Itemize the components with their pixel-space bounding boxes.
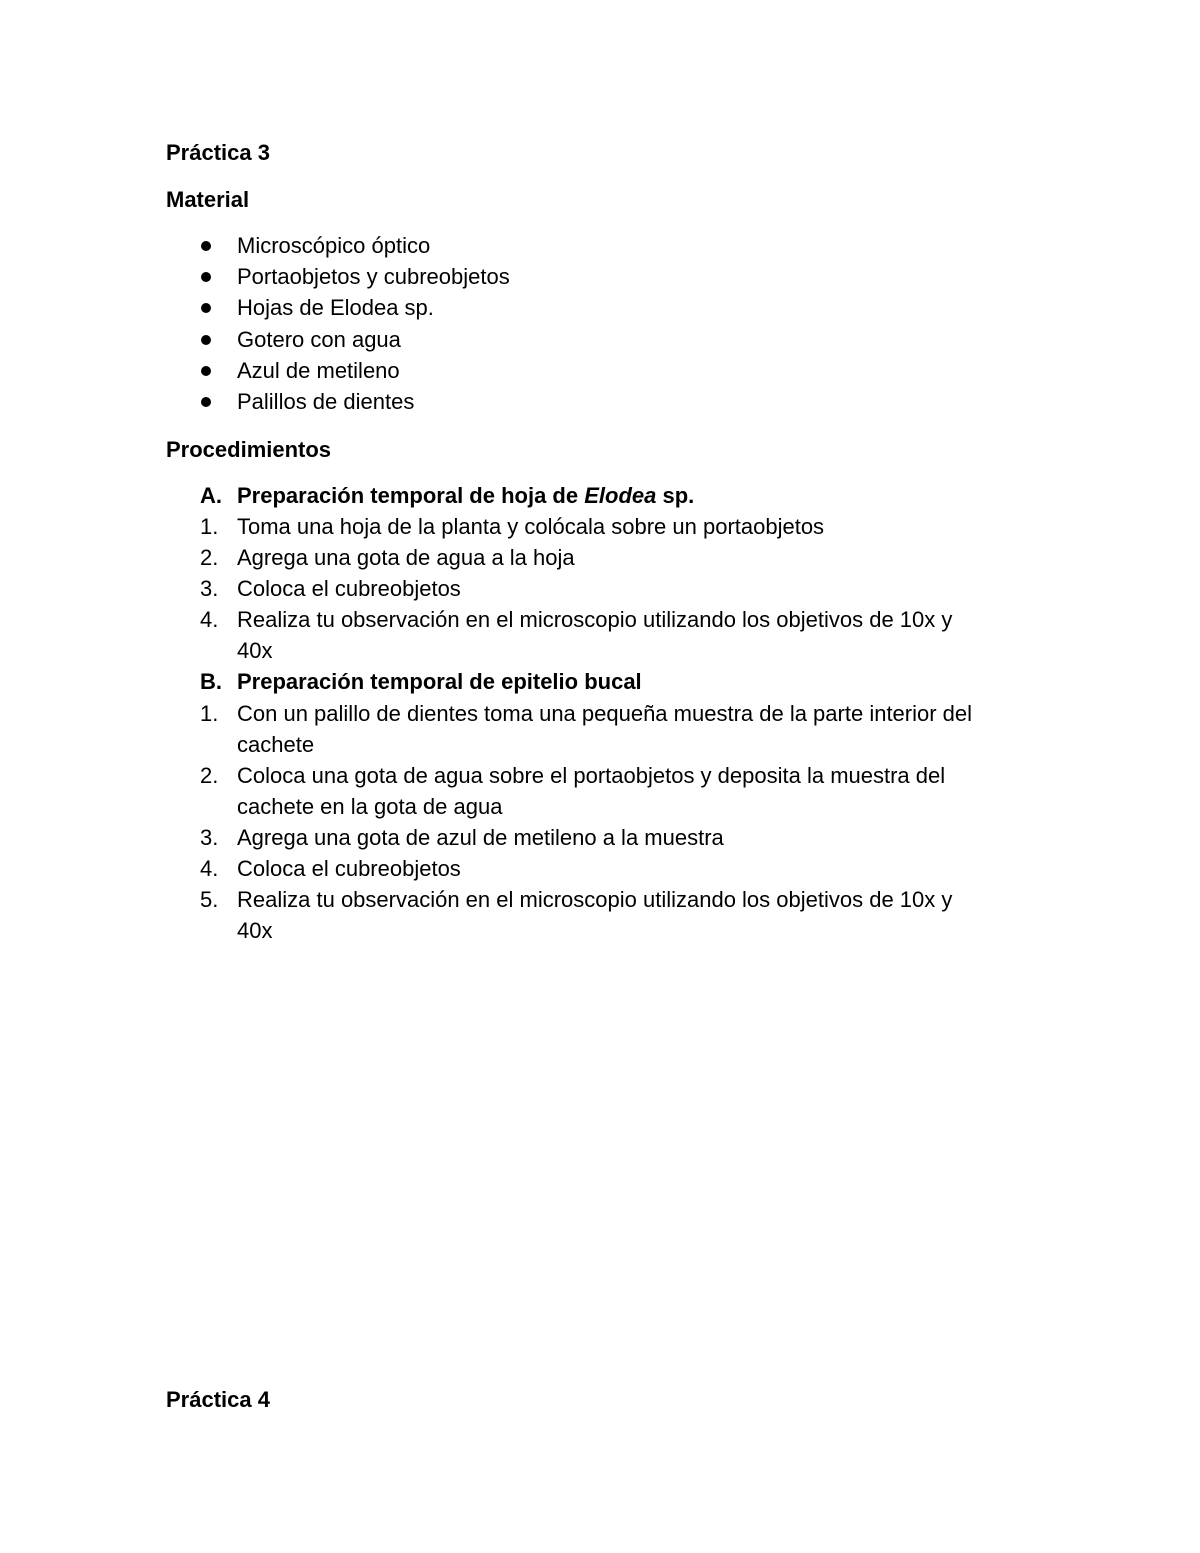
list-item: 4. Realiza tu observación en el microscopio utilizando los objetivos de 10x y xyxy=(200,607,953,632)
list-item: 3. Agrega una gota de azul de metileno a la muestra xyxy=(200,825,724,850)
list-item: 1. Toma una hoja de la planta y colócala sobre un portaobjetos xyxy=(200,514,825,539)
list-item-continuation: 40x xyxy=(237,638,273,663)
list-item: 2. Coloca una gota de agua sobre el portaobjetos y deposita la muestra del xyxy=(200,763,946,788)
list-item: Gotero con agua xyxy=(166,324,1046,355)
list-item: Palillos de dientes xyxy=(166,386,1046,417)
practica-4-title: Práctica 4 xyxy=(166,1387,270,1412)
bullet-icon xyxy=(201,241,211,251)
list-item: 4. Coloca el cubreobjetos xyxy=(200,856,461,881)
bullet-icon xyxy=(201,397,211,407)
bullet-icon xyxy=(201,335,211,345)
list-item: 1. Con un palillo de dientes toma una pequeña muestra de la parte interior del xyxy=(200,701,973,726)
list-item: 2. Agrega una gota de agua a la hoja xyxy=(200,545,575,570)
list-item-continuation: 40x xyxy=(237,918,273,943)
bullet-icon xyxy=(201,303,211,313)
section-a-title: A. Preparación temporal de hoja de Elodea sp. xyxy=(200,483,695,508)
material-heading: Material xyxy=(166,187,250,212)
bullet-icon xyxy=(201,272,211,282)
list-item: Hojas de Elodea sp. xyxy=(166,292,1046,323)
practica-3-title: Práctica 3 xyxy=(166,140,270,165)
list-item: Azul de metileno xyxy=(166,355,1046,386)
list-item: Portaobjetos y cubreobjetos xyxy=(166,261,1046,292)
section-b-title: B. Preparación temporal de epitelio bucal xyxy=(200,669,642,694)
list-item: 3. Coloca el cubreobjetos xyxy=(200,576,461,601)
bullet-icon xyxy=(201,366,211,376)
list-item-continuation: cachete xyxy=(237,732,315,757)
list-item: Microscópico óptico xyxy=(166,230,1046,261)
procedimientos-heading: Procedimientos xyxy=(166,437,332,462)
list-item: 5. Realiza tu observación en el microscopio utilizando los objetivos de 10x y xyxy=(200,887,953,912)
list-item-continuation: cachete en la gota de agua xyxy=(237,794,503,819)
